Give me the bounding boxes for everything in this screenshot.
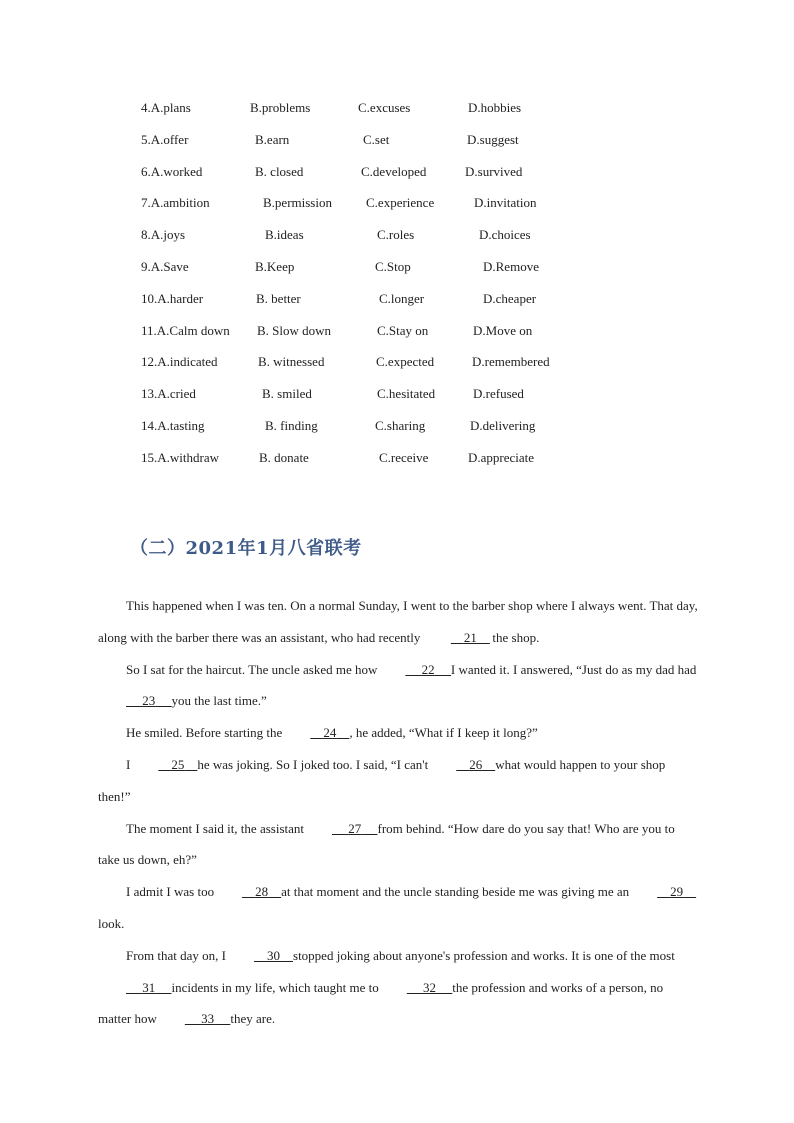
blank-22[interactable]: 22 — [421, 661, 435, 677]
option-d: D.invitation — [474, 195, 537, 211]
blank-29[interactable]: 29 — [670, 884, 684, 900]
option-b: B. better — [256, 290, 301, 306]
option-c: C.experience — [366, 195, 435, 211]
option-c: C.sharing — [375, 417, 426, 433]
passage-paragraph — [98, 717, 698, 749]
option-c: C.set — [363, 131, 390, 147]
option-d: D.remembered — [472, 354, 550, 370]
option-b: B.ideas — [265, 227, 304, 243]
passage-text: the profession and works of a person, no matter how — [98, 979, 664, 1027]
passage-text: what would happen to your shop then!” — [98, 756, 666, 804]
passage-paragraph — [98, 590, 698, 654]
passage-text: at that moment and the uncle standing beside me was giving me an — [281, 884, 630, 900]
passage-text: he was joking. So I joked too. I said, “I can't — [197, 756, 429, 772]
passage-paragraph — [98, 813, 698, 877]
option-b: B.Keep — [255, 258, 295, 274]
option-c: C.receive — [379, 449, 429, 465]
option-b: B.problems — [250, 100, 311, 115]
option-b: B. smiled — [262, 386, 312, 402]
option-a: 5.A.offer — [141, 131, 189, 147]
option-a: 10.A.harder — [141, 290, 204, 306]
option-d: D.suggest — [467, 131, 519, 147]
passage-text: from behind. “How dare do you say that! Who are you to take us down, eh?” — [98, 820, 675, 868]
option-b: B.permission — [263, 195, 332, 211]
option-d: D.hobbies — [468, 100, 522, 115]
option-d: D.choices — [479, 227, 531, 243]
passage-text: they are. — [230, 1011, 276, 1027]
passage-text: the shop. — [492, 629, 540, 645]
passage-paragraph — [98, 749, 698, 813]
blank-21[interactable]: 21 — [463, 629, 477, 645]
option-a: 14.A.tasting — [141, 417, 205, 433]
option-b: B. finding — [265, 417, 318, 433]
blank-32[interactable]: 32 — [423, 979, 436, 995]
passage-text: From that day on, I — [126, 947, 227, 963]
option-a: 11.A.Calm down — [141, 322, 230, 338]
blank-26[interactable]: 26 — [469, 756, 483, 772]
option-c: C.expected — [376, 354, 435, 370]
blank-27[interactable]: 27 — [348, 820, 362, 836]
option-d: D.appreciate — [468, 449, 535, 465]
option-a: 13.A.cried — [141, 386, 196, 402]
passage-text: The moment I said it, the assistant — [126, 820, 304, 836]
passage-text: I — [126, 756, 131, 772]
cloze-passage — [98, 590, 698, 1035]
option-c: C.Stop — [375, 258, 411, 274]
passage-text: you the last time.” — [171, 693, 267, 709]
option-a: 7.A.ambition — [141, 195, 210, 211]
option-a: 15.A.withdraw — [141, 449, 219, 465]
option-a: 4.A.plans — [141, 100, 191, 115]
passage-paragraph — [98, 876, 698, 940]
option-a: 6.A.worked — [141, 163, 203, 179]
blank-28[interactable]: 28 — [255, 884, 269, 900]
option-c: C.Stay on — [377, 322, 429, 338]
option-b: B. witnessed — [258, 354, 325, 370]
option-c: C.longer — [379, 290, 425, 306]
passage-text: stopped joking about anyone's profession and works. It is one of the most — [293, 947, 675, 963]
passage-text: I wanted it. I answered, “Just do as my dad had — [450, 661, 697, 677]
option-c: C.hesitated — [377, 386, 436, 402]
blank-25[interactable]: 25 — [171, 756, 185, 772]
passage-text: I admit I was too — [126, 884, 215, 900]
passage-text: This happened when I was ten. On a normal Sunday, I went to the barber shop where I always went. That day, along with the barber there was an assistant, who had recently — [98, 598, 698, 645]
option-a: 8.A.joys — [141, 227, 186, 243]
option-d: D.refused — [473, 386, 524, 402]
section-heading: （二）2021年1月八省联考 — [130, 538, 362, 559]
option-c: C.developed — [361, 163, 427, 179]
option-b: B. donate — [259, 449, 309, 465]
option-b: B. Slow down — [257, 322, 332, 338]
option-d: D.Remove — [483, 258, 539, 274]
passage-text: So I sat for the haircut. The uncle asked me how — [126, 661, 378, 677]
option-a: 9.A.Save — [141, 258, 189, 274]
option-b: B.earn — [255, 131, 290, 147]
blank-33[interactable]: 33 — [201, 1011, 215, 1027]
blank-31[interactable]: 31 — [142, 979, 156, 995]
passage-text: He smiled. Before starting the — [126, 725, 283, 741]
passage-text: incidents in my life, which taught me to — [171, 979, 379, 995]
option-a: 12.A.indicated — [141, 354, 218, 370]
blank-24[interactable]: 24 — [323, 725, 337, 741]
passage-paragraph — [98, 940, 698, 1035]
option-d: D.delivering — [470, 417, 536, 433]
option-b: B. closed — [255, 163, 304, 179]
passage-paragraph — [98, 654, 698, 718]
option-d: D.cheaper — [483, 290, 537, 306]
option-d: D.Move on — [473, 322, 533, 338]
blank-23[interactable]: 23 — [142, 693, 156, 709]
blank-30[interactable]: 30 — [267, 947, 281, 963]
option-c: C.excuses — [358, 100, 411, 115]
option-c: C.roles — [377, 227, 415, 243]
option-d: D.survived — [465, 163, 523, 179]
passage-text: , he added, “What if I keep it long?” — [349, 725, 538, 741]
passage-text: look. — [98, 915, 125, 931]
